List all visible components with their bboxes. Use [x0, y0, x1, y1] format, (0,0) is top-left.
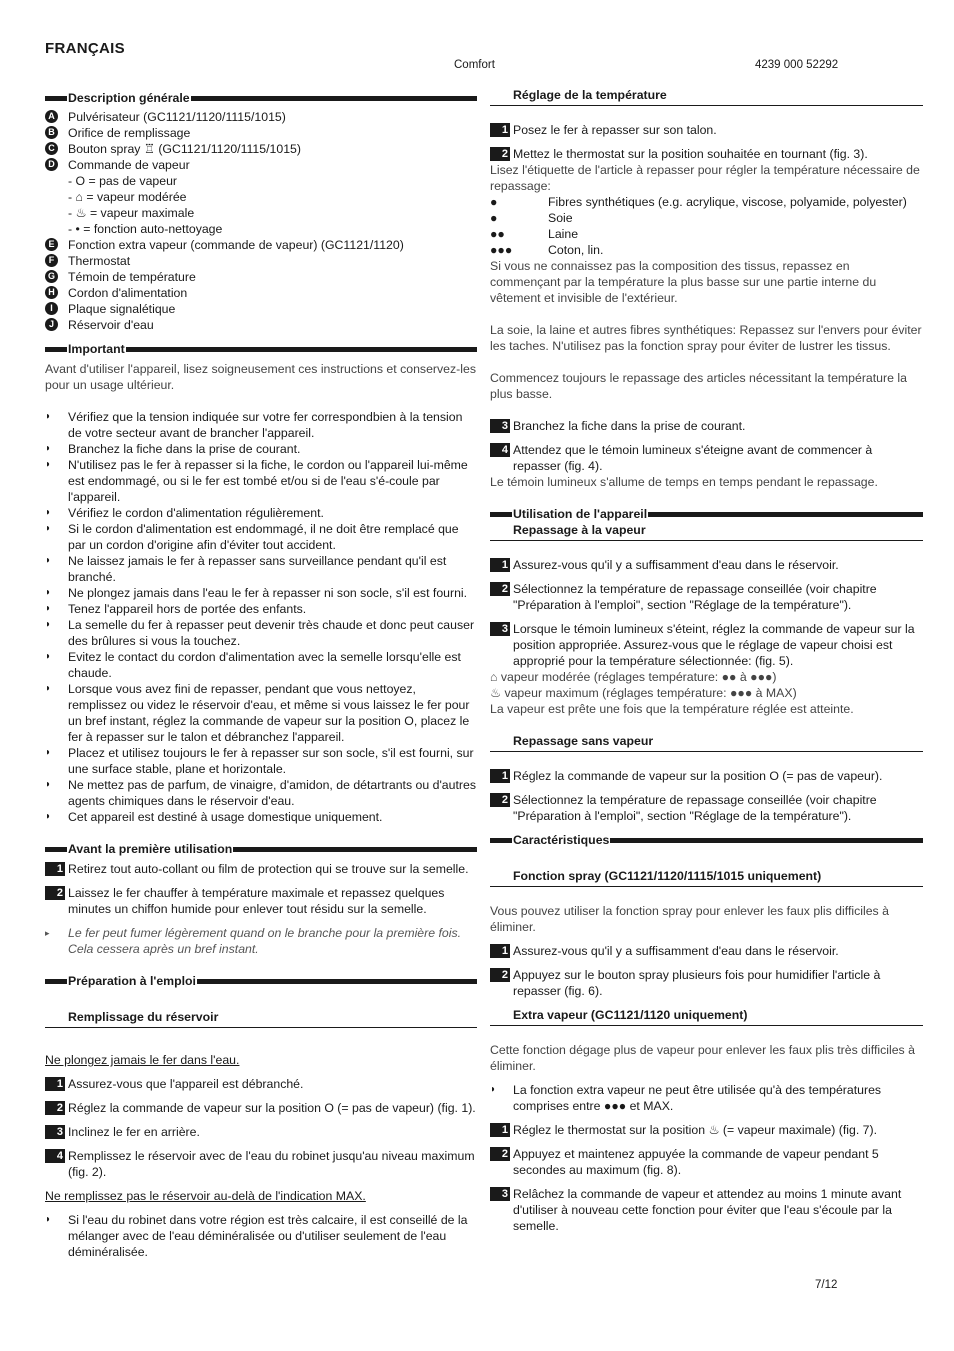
- bullet-icon: ◗: [45, 587, 52, 598]
- bullet-text: Vérifiez le cordon d'alimentation régulièrement.: [68, 506, 324, 520]
- bullet-icon: ◗: [490, 1084, 497, 1095]
- bullet-icon: ◗: [45, 747, 52, 758]
- steam-option: - ♨ = vapeur maximale: [68, 206, 195, 220]
- list-item: [45, 745, 477, 777]
- step: [490, 122, 923, 138]
- description-item: [45, 253, 477, 269]
- light-text: Le témoin lumineux s'allume de temps en temps pendant le repassage.: [490, 475, 878, 489]
- list-item: [45, 553, 477, 585]
- section-heading-first-use: [45, 841, 477, 857]
- step-text: Lorsque le témoin lumineux s'éteint, réglez la commande de vapeur sur la position appropriée. Assurez-vous que le réglage de vapeur choisi est approprié pour la température sélectionnée: (fig. 5).: [513, 622, 915, 668]
- description-item: [45, 285, 477, 301]
- section-title: Préparation à l'emploi: [68, 974, 196, 988]
- description-text: Bouton spray ♖ (GC1121/1120/1115/1015): [68, 142, 301, 156]
- subsection-title: Extra vapeur (GC1121/1120 uniquement): [490, 1007, 923, 1026]
- step-number: 1: [490, 123, 510, 137]
- step-number: 2: [45, 1101, 65, 1115]
- list-item: [490, 226, 923, 242]
- step-text: Assurez-vous que l'appareil est débranché.: [68, 1077, 304, 1091]
- step: [45, 1124, 477, 1140]
- bullet-icon: ◗: [45, 651, 52, 662]
- description-item: [45, 109, 477, 125]
- heading-bar-left: [490, 838, 512, 843]
- step-text: Assurez-vous qu'il y a suffisamment d'eau dans le réservoir.: [513, 558, 839, 572]
- right-column: [490, 90, 923, 1242]
- step-text: Réglez la commande de vapeur sur la position O (= pas de vapeur).: [513, 769, 883, 783]
- heading-bar-left: [490, 512, 512, 517]
- description-item: [45, 301, 477, 317]
- letter-badge: E: [45, 238, 58, 251]
- note: [45, 925, 477, 957]
- letter-badge: G: [45, 270, 58, 283]
- list-item: [45, 409, 477, 441]
- list-item: [490, 194, 923, 210]
- step-number: 2: [490, 1147, 510, 1161]
- step: [490, 442, 923, 474]
- description-list: [45, 109, 477, 333]
- subsection-title: Réglage de la température: [490, 87, 923, 106]
- subsection-title: Remplissage du réservoir: [45, 1009, 477, 1028]
- bullet-icon: ◗: [45, 459, 52, 470]
- bullet-text: Cet appareil est destiné à usage domestique uniquement.: [68, 810, 383, 824]
- maximum-steam-text: ♨ vapeur maximum (réglages température: ●●● à MAX): [490, 686, 797, 700]
- list-item: [45, 457, 477, 505]
- list-item: [45, 505, 477, 521]
- subsection-title: Repassage sans vapeur: [490, 733, 923, 752]
- bullet-icon: ◗: [45, 507, 52, 518]
- letter-badge: J: [45, 318, 58, 331]
- letter-badge: I: [45, 302, 58, 315]
- bullet-text: La fonction extra vapeur ne peut être utilisée qu'à des températures comprises entre ●●● et MAX.: [513, 1083, 882, 1113]
- step-text: Sélectionnez la température de repassage conseillée (voir chapitre "Préparation à l'emploi", section "Réglage de la température").: [513, 582, 877, 612]
- step-number: 1: [490, 1123, 510, 1137]
- description-text: Témoin de température: [68, 270, 196, 284]
- step: [490, 967, 923, 999]
- step-text: Attendez que le témoin lumineux s'éteigne avant de commencer à repasser (fig. 4).: [513, 443, 873, 473]
- list-item: [45, 649, 477, 681]
- page-number: 7/12: [815, 1279, 838, 1291]
- step: [45, 1148, 477, 1180]
- section-heading-features: [490, 832, 923, 848]
- document-code: 4239 000 52292: [755, 59, 839, 71]
- description-text: Commande de vapeur: [68, 158, 190, 172]
- list-item: [45, 681, 477, 745]
- letter-badge: H: [45, 286, 58, 299]
- heading-bar-right: [197, 979, 477, 984]
- section-heading-preparation: [45, 973, 477, 989]
- step: [45, 885, 477, 917]
- dot-marker: ●: [490, 195, 498, 209]
- bullet-text: Branchez la fiche dans la prise de courant.: [68, 442, 301, 456]
- step-number: 3: [490, 1187, 510, 1201]
- section-title: Caractéristiques: [513, 833, 610, 847]
- step-text: Branchez la fiche dans la prise de courant.: [513, 419, 746, 433]
- steam-option: - • = fonction auto-nettoyage: [68, 222, 223, 236]
- list-item: [45, 777, 477, 809]
- step: [490, 557, 923, 573]
- section-title: Description générale: [68, 91, 190, 105]
- spray-intro: Vous pouvez utiliser la fonction spray pour enlever les faux plis difficiles à éliminer.: [490, 904, 889, 934]
- extra-intro: Cette fonction dégage plus de vapeur pour enlever les faux plis très difficiles à éliminer.: [490, 1043, 915, 1073]
- steam-option: - O = pas de vapeur: [68, 174, 178, 188]
- step-number: 2: [490, 968, 510, 982]
- step-text: Retirez tout auto-collant ou film de protection qui se trouve sur la semelle.: [68, 862, 469, 876]
- bullet-text: Ne laissez jamais le fer à repasser sans surveillance pendant qu'il est branché.: [68, 554, 447, 584]
- list-item: [490, 210, 923, 226]
- section-title: Avant la première utilisation: [68, 842, 233, 856]
- fabric-text: Laine: [548, 227, 579, 241]
- heading-bar-left: [45, 347, 67, 352]
- letter-badge: A: [45, 110, 58, 123]
- description-text: Pulvérisateur (GC1121/1120/1115/1015): [68, 110, 286, 124]
- description-item: [45, 237, 477, 253]
- step: [45, 1100, 477, 1116]
- step: [490, 1186, 923, 1234]
- list-item: [45, 809, 477, 825]
- dot-marker: ●: [490, 211, 498, 225]
- step-number: 3: [45, 1125, 65, 1139]
- subsection-title: Fonction spray (GC1121/1120/1115/1015 uniquement): [490, 868, 923, 887]
- language-heading: FRANÇAIS: [45, 40, 125, 57]
- description-text: Plaque signalétique: [68, 302, 176, 316]
- section-title: Important: [68, 342, 125, 356]
- heading-bar-right: [191, 96, 477, 101]
- left-column: [45, 90, 477, 1260]
- step-number: 1: [45, 862, 65, 876]
- step: [490, 418, 923, 434]
- step-text: Réglez le thermostat sur la position ♨ (= vapeur maximale) (fig. 7).: [513, 1123, 878, 1137]
- bullet-text: Ne mettez pas de parfum, de vinaigre, d'amidon, de détartrants ou d'autres agents chimiques dans le réservoir d'eau.: [68, 778, 476, 808]
- list-item: [490, 1082, 923, 1114]
- step-number: 3: [490, 622, 510, 636]
- section-heading-usage: [490, 506, 923, 522]
- step: [490, 581, 923, 613]
- bullet-text: Lorsque vous avez fini de repasser, pendant que vous nettoyez, remplissez ou videz le réservoir d'eau, et même si vous laissez le fer pour un bref instant, réglez la commande de vapeur sur la position O, placez le fer à repasser sur le talon et débranchez l'appareil.: [68, 682, 470, 744]
- heading-bar-left: [45, 96, 67, 101]
- step-number: 2: [490, 582, 510, 596]
- note-text: Le fer peut fumer légèrement quand on le branche pour la première fois. Cela cessera après un bref instant.: [68, 926, 462, 956]
- warning-text: Ne remplissez pas le réservoir au-delà de l'indication MAX.: [45, 1189, 366, 1203]
- bullet-text: Ne plongez jamais dans l'eau le fer à repasser ni son socle, s'il est fourni.: [68, 586, 468, 600]
- step-text: Appuyez sur le bouton spray plusieurs fois pour humidifier l'article à repasser (fig. 6).: [513, 968, 881, 998]
- model-name: Comfort: [454, 59, 495, 71]
- step-number: 3: [490, 419, 510, 433]
- temperature-dots-list: [490, 194, 923, 258]
- heading-bar-left: [45, 847, 67, 852]
- moderate-steam-text: ⌂ vapeur modérée (réglages température: ●● à ●●●): [490, 670, 777, 684]
- description-item: [45, 125, 477, 141]
- list-item: [45, 1212, 477, 1260]
- bullet-icon: ◗: [45, 619, 52, 630]
- steam-option: - ⌂ = vapeur modérée: [68, 190, 187, 204]
- step-text: Posez le fer à repasser sur son talon.: [513, 123, 717, 137]
- label-instruction: Lisez l'étiquette de l'article à repasser pour régler la température nécessaire de repassage:: [490, 163, 920, 193]
- step-text: Relâchez la commande de vapeur et attendez au moins 1 minute avant d'utiliser à nouveau cette fonction pour éviter que l'eau s'écoule par la semelle.: [513, 1187, 902, 1233]
- step-text: Sélectionnez la température de repassage conseillée (voir chapitre "Préparation à l'emploi", section "Réglage de la température").: [513, 793, 877, 823]
- note-marker: ▸: [45, 928, 50, 938]
- subsection-title: Repassage à la vapeur: [490, 522, 923, 541]
- step: [490, 943, 923, 959]
- bullet-icon: ◗: [45, 683, 52, 694]
- bullet-text: Si le cordon d'alimentation est endommagé, il ne doit être remplacé que par un cordon d'origine afin d'éviter tout accident.: [68, 522, 459, 552]
- step-number: 4: [45, 1149, 65, 1163]
- fabric-text: Soie: [548, 211, 573, 225]
- step: [490, 1146, 923, 1178]
- step-text: Laissez le fer chauffer à température maximale et repassez quelques minutes un chiffon humide pour enlever tout résidu sur la semelle.: [68, 886, 445, 916]
- important-intro: Avant d'utiliser l'appareil, lisez soigneusement ces instructions et conservez-les pour un usage ultérieur.: [45, 362, 476, 392]
- description-text: Thermostat: [68, 254, 131, 268]
- step: [490, 621, 923, 669]
- fabric-text: Fibres synthétiques (e.g. acrylique, viscose, polyamide, polyester): [548, 195, 907, 209]
- step-text: Remplissez le réservoir avec de l'eau du robinet jusqu'au niveau maximum (fig. 2).: [68, 1149, 475, 1179]
- list-item: [45, 601, 477, 617]
- step-text: Appuyez et maintenez appuyée la commande de vapeur pendant 5 secondes au maximum (fig. 8).: [513, 1147, 879, 1177]
- bullet-icon: ◗: [45, 523, 52, 534]
- bullet-text: La semelle du fer à repasser peut devenir très chaude et donc peut causer des brûlures si vous la touchez.: [68, 618, 475, 648]
- description-text: Orifice de remplissage: [68, 126, 191, 140]
- warning-text: Ne plongez jamais le fer dans l'eau.: [45, 1053, 240, 1067]
- heading-bar-right: [648, 512, 923, 517]
- description-item: [45, 157, 477, 173]
- heading-bar-right: [610, 838, 923, 843]
- step-number: 2: [490, 147, 510, 161]
- heading-bar-right: [233, 847, 477, 852]
- step-number: 2: [45, 886, 65, 900]
- list-item: [490, 242, 923, 258]
- start-text: Commencez toujours le repassage des articles nécessitant la température la plus basse.: [490, 371, 907, 401]
- fabric-text: Coton, lin.: [548, 243, 604, 257]
- step-number: 4: [490, 443, 510, 457]
- unknown-fabric-text: Si vous ne connaissez pas la composition des tissus, repassez en commençant par la température la plus basse sur une partie interne du vêtement et invisible de l'extérieur.: [490, 259, 877, 305]
- letter-badge: D: [45, 158, 58, 171]
- bullet-icon: ◗: [45, 1214, 52, 1225]
- bullet-icon: ◗: [45, 811, 52, 822]
- bullet-text: N'utilisez pas le fer à repasser si la fiche, le cordon ou l'appareil lui-même est endommagé, ou si le fer est tombé et/ou si de l'eau s'é-coule par l'appareil.: [68, 458, 468, 504]
- silk-text: La soie, la laine et autres fibres synthétiques: Repassez sur l'envers pour éviter les taches. N'utilisez pas la fonction spray pour éviter de lustrer les tissus.: [490, 323, 922, 353]
- bullet-text: Placez et utilisez toujours le fer à repasser sur son socle, s'il est fourni, sur une surface stable, plane et horizontale.: [68, 746, 474, 776]
- letter-badge: B: [45, 126, 58, 139]
- bullet-icon: ◗: [45, 443, 52, 454]
- step: [45, 861, 477, 877]
- heading-bar-right: [126, 347, 477, 352]
- description-text: Fonction extra vapeur (commande de vapeur) (GC1121/1120): [68, 238, 404, 252]
- step: [490, 768, 923, 784]
- description-item: [45, 317, 477, 333]
- bullet-icon: ◗: [45, 555, 52, 566]
- dot-marker: ●●●: [490, 243, 513, 257]
- step-number: 1: [490, 769, 510, 783]
- description-text: Réservoir d'eau: [68, 318, 154, 332]
- step-text: Assurez-vous qu'il y a suffisamment d'eau dans le réservoir.: [513, 944, 839, 958]
- heading-bar-left: [45, 979, 67, 984]
- description-item: [45, 269, 477, 285]
- section-title: Utilisation de l'appareil: [513, 507, 648, 521]
- dot-marker: ●●: [490, 227, 505, 241]
- step-number: 1: [45, 1077, 65, 1091]
- important-bullets: [45, 409, 477, 825]
- description-text: Cordon d'alimentation: [68, 286, 188, 300]
- section-heading-important: [45, 341, 477, 357]
- bullet-icon: ◗: [45, 411, 52, 422]
- letter-badge: F: [45, 254, 58, 267]
- step-number: 1: [490, 944, 510, 958]
- step-text: Inclinez le fer en arrière.: [68, 1125, 200, 1139]
- bullet-icon: ◗: [45, 779, 52, 790]
- list-item: [45, 521, 477, 553]
- list-item: [45, 617, 477, 649]
- step-text: Mettez le thermostat sur la position souhaitée en tournant (fig. 3).: [513, 147, 868, 161]
- step: [490, 1122, 923, 1138]
- ready-text: La vapeur est prête une fois que la température réglée est atteinte.: [490, 702, 854, 716]
- bullet-text: Vérifiez que la tension indiquée sur votre fer correspondbien à la tension de votre secteur avant de brancher l'appareil.: [68, 410, 463, 440]
- step: [490, 792, 923, 824]
- section-heading-description: [45, 90, 477, 106]
- description-item: [45, 141, 477, 157]
- bullet-text: Tenez l'appareil hors de portée des enfants.: [68, 602, 307, 616]
- bullet-text: Evitez le contact du cordon d'alimentation avec la semelle lorsqu'elle est chaude.: [68, 650, 461, 680]
- bullet-text: Si l'eau du robinet dans votre région est très calcaire, il est conseillé de la mélanger avec de l'eau déminéralisée ou d'utiliser seulement de l'eau déminéralisée.: [68, 1213, 468, 1259]
- list-item: [45, 585, 477, 601]
- list-item: [45, 441, 477, 457]
- step-number: 2: [490, 793, 510, 807]
- step: [490, 146, 923, 162]
- step-number: 1: [490, 558, 510, 572]
- step: [45, 1076, 477, 1092]
- bullet-icon: ◗: [45, 603, 52, 614]
- step-text: Réglez la commande de vapeur sur la position O (= pas de vapeur) (fig. 1).: [68, 1101, 476, 1115]
- letter-badge: C: [45, 142, 58, 155]
